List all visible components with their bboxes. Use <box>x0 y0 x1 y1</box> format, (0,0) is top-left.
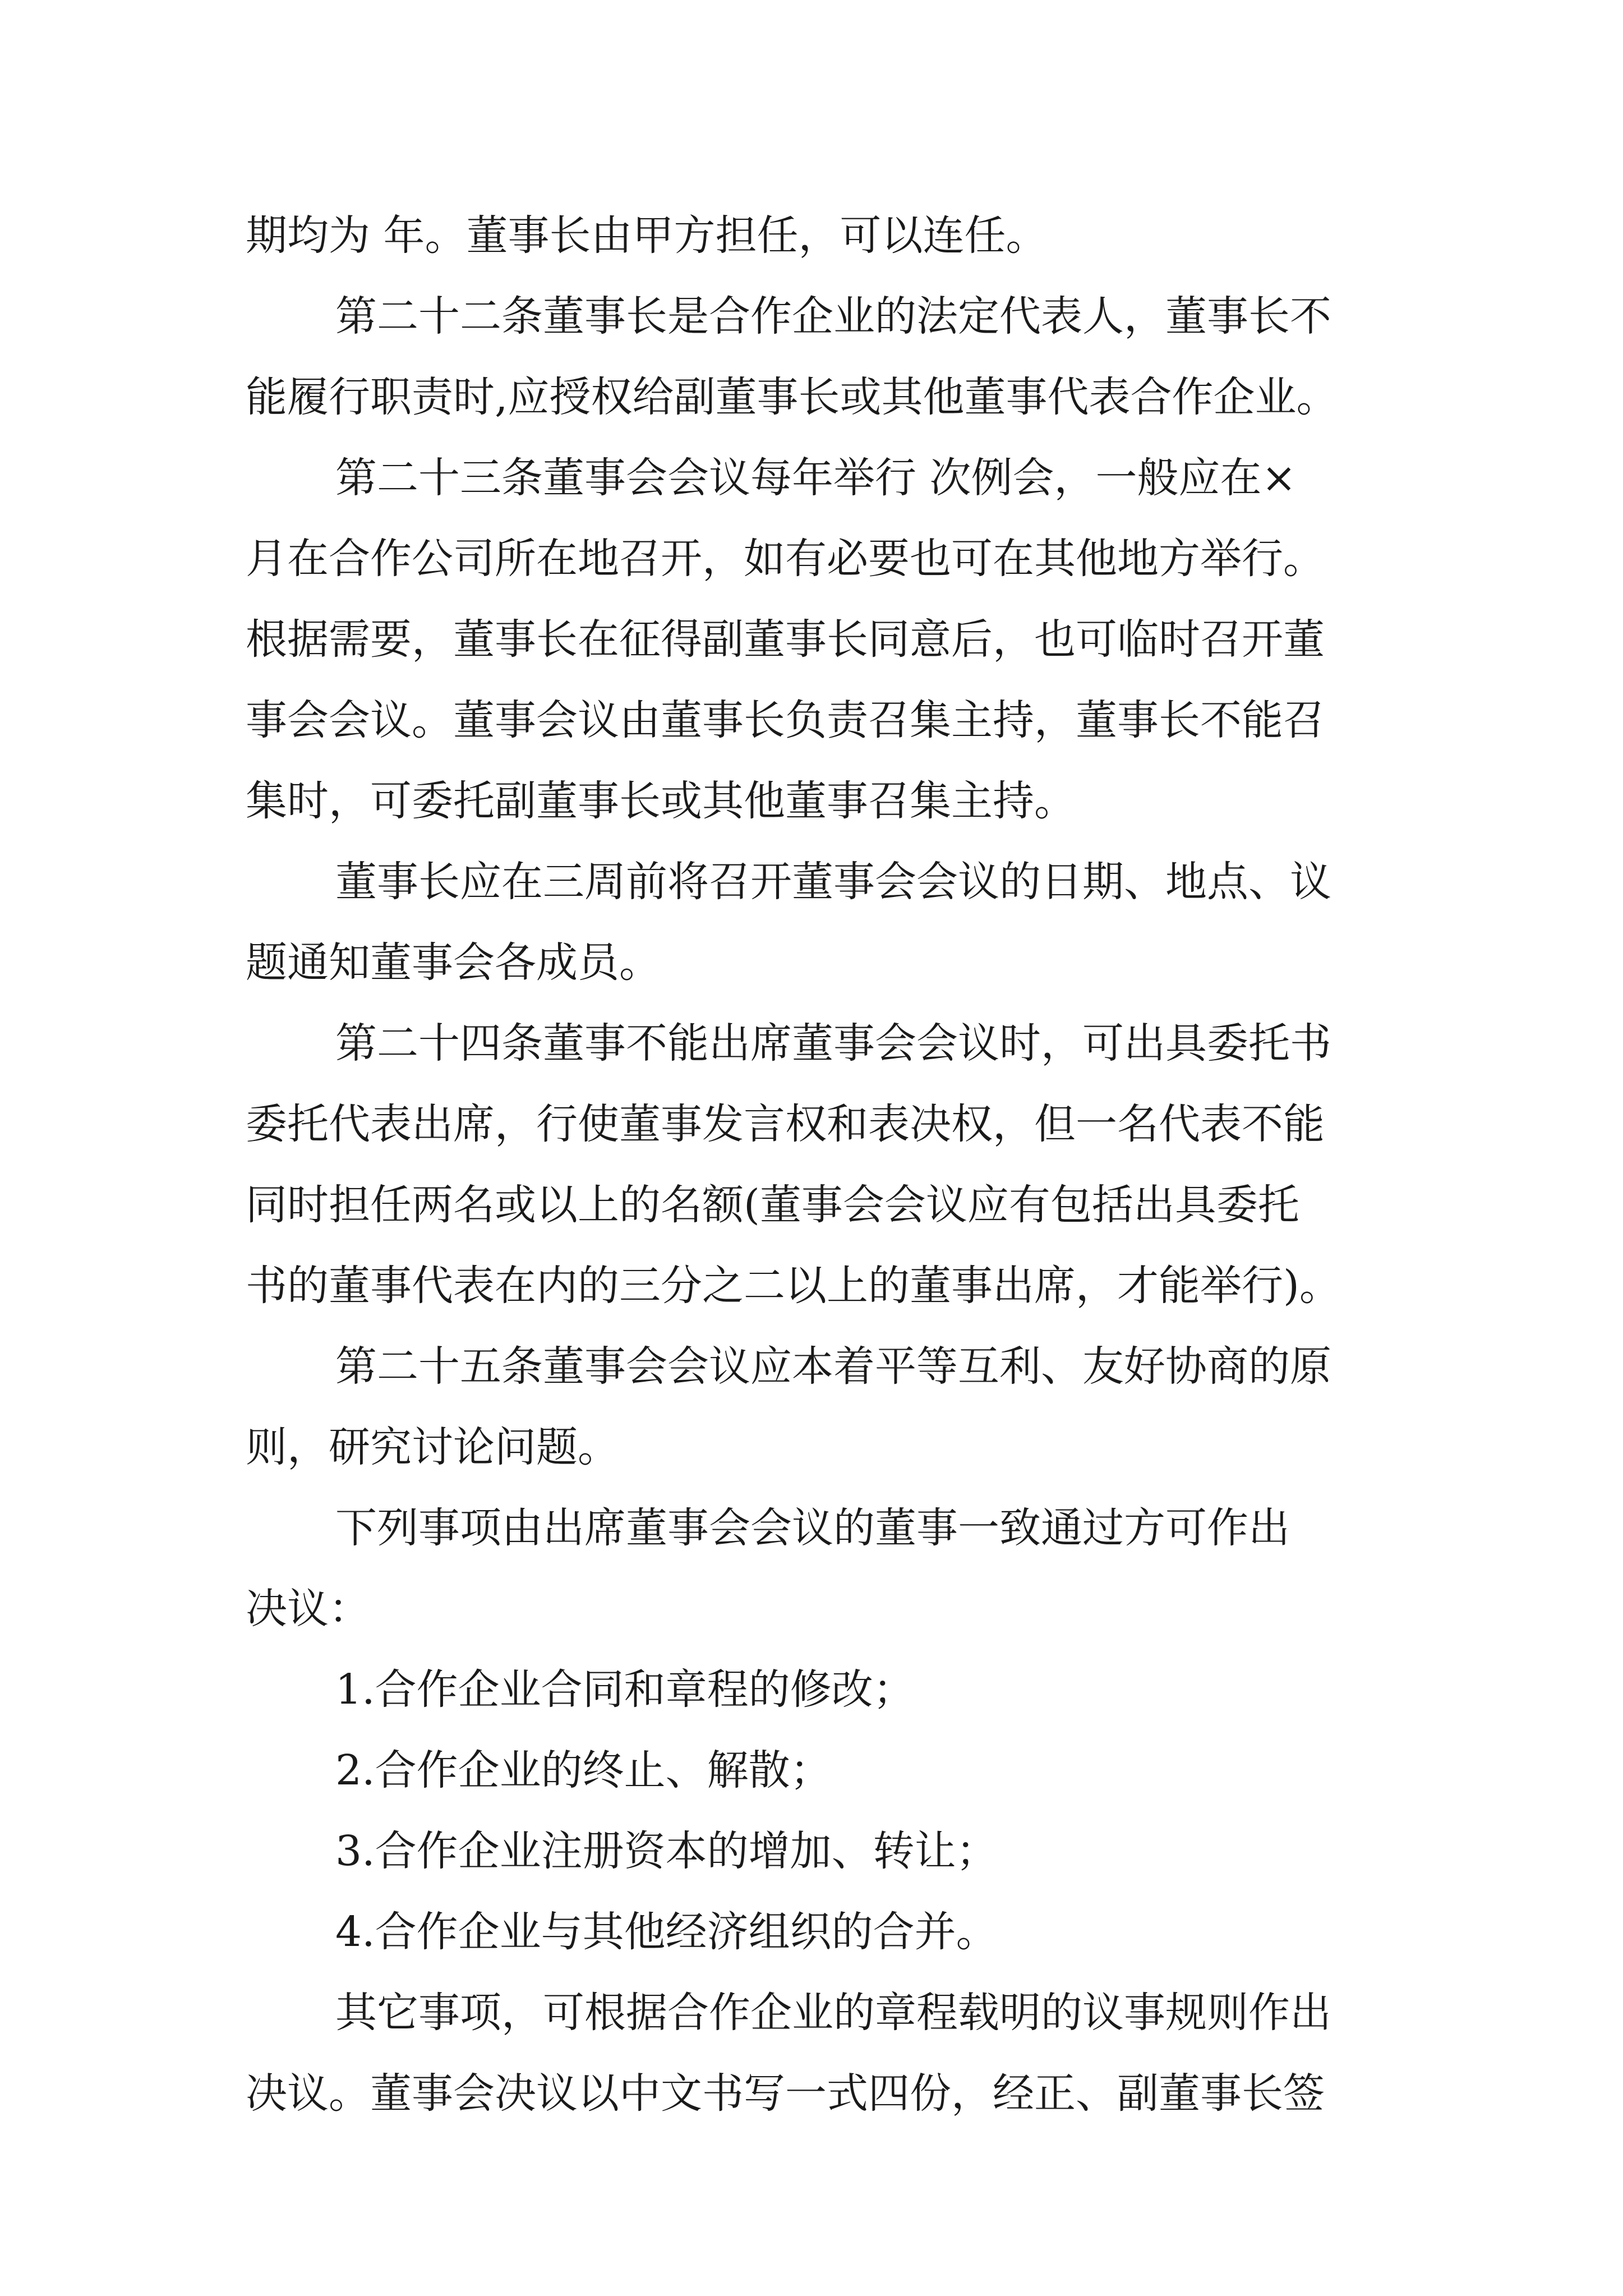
text-line: 第二十五条董事会会议应本着平等互利、友好协商的原 <box>335 1342 1331 1391</box>
text-line: 月在合作公司所在地召开，如有必要也可在其他地方举行。 <box>246 535 1325 583</box>
text-line: 书的董事代表在内的三分之二以上的董事出席，才能举行)。 <box>246 1262 1341 1310</box>
text-line: 同时担任两名或以上的名额(董事会会议应有包括出具委托 <box>246 1181 1299 1229</box>
text-line: 则，研究讨论问题。 <box>246 1423 619 1471</box>
text-line: 董事长应在三周前将召开董事会会议的日期、地点、议 <box>335 858 1331 906</box>
text-line: 第二十二条董事长是合作企业的法定代表人，董事长不 <box>335 292 1331 341</box>
list-item: 3.合作企业注册资本的增加、转让； <box>335 1827 998 1875</box>
list-item: 1.合作企业合同和章程的修改； <box>335 1665 915 1714</box>
text-line: 其它事项，可根据合作企业的章程载明的议事规则作出 <box>335 1989 1331 2037</box>
text-line: 题通知董事会各成员。 <box>246 938 661 987</box>
text-line: 下列事项由出席董事会会议的董事一致通过方可作出 <box>335 1504 1290 1552</box>
text-line: 第二十三条董事会会议每年举行 次例会，一般应在× <box>335 454 1297 502</box>
list-item: 4.合作企业与其他经济组织的合并。 <box>335 1908 998 1956</box>
text-line: 第二十四条董事不能出席董事会会议时，可出具委托书 <box>335 1019 1331 1068</box>
text-line: 能履行职责时,应授权给副董事长或其他董事代表合作企业。 <box>246 373 1338 421</box>
text-line: 决议： <box>246 1585 370 1633</box>
list-item: 2.合作企业的终止、解散； <box>335 1746 832 1795</box>
text-line: 集时，可委托副董事长或其他董事召集主持。 <box>246 777 1076 825</box>
text-line: 事会会议。董事会议由董事长负责召集主持，董事长不能召 <box>246 696 1325 744</box>
text-line: 委托代表出席，行使董事发言权和表决权，但一名代表不能 <box>246 1100 1325 1148</box>
text-line: 根据需要，董事长在征得副董事长同意后，也可临时召开董 <box>246 615 1325 664</box>
text-line: 期均为 年。董事长由甲方担任，可以连任。 <box>246 211 1048 260</box>
text-line: 决议。董事会决议以中文书写一式四份，经正、副董事长签 <box>246 2069 1325 2118</box>
